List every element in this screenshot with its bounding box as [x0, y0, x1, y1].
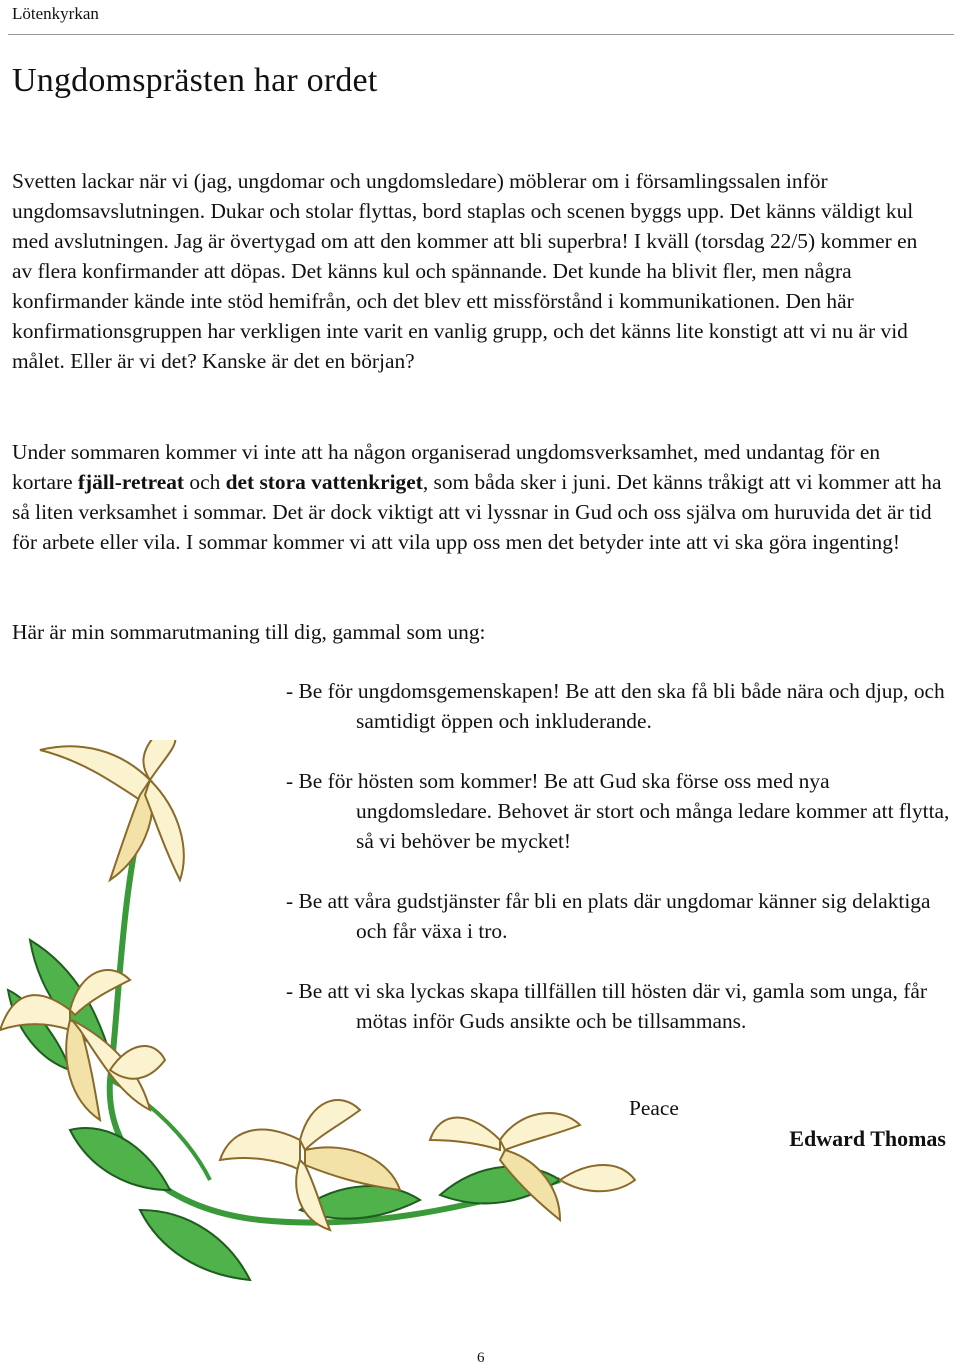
exhortation-item: - Be för ungdomsgemenskapen! Be att den ska få bli både nära och djup, och samtidigt öppen och inkluderande.: [286, 679, 945, 733]
paragraph-3: Här är min sommarutmaning till dig, gammal som ung:: [12, 620, 486, 644]
paragraph-2-text-e: , som båda sker i juni. Det känns tråkigt att vi kommer att ha så liten verksamhet i sommar. Det är dock viktigt att vi lyssnar in Gud och oss själva om huruvida det är tid för arbete eller vila. I sommar kommer vi att vila upp oss men det betyder inte att vi ska göra ingenting!: [12, 470, 942, 554]
page-number: 6: [477, 1350, 485, 1366]
vattenkriget-term: det stora vattenkriget: [225, 470, 423, 494]
page-title: Ungdomsprästen har ordet: [12, 62, 378, 99]
signature-greeting: Peace: [629, 1096, 679, 1120]
paragraph-1: Svetten lackar när vi (jag, ungdomar och ungdomsledare) möblerar om i församlingssalen inför ungdomsavslutningen. Dukar och stolar flyttas, bord staplas och scenen byggs upp. Det känns väldigt kul med avslutningen. Jag är övertygad om att den kommer att bli superbra! I kväll (torsdag 22/5) kommer en av flera konfirmander att döpas. Det känns kul och spännande. Det kunde ha blivit fler, men några konfirmander kände inte stöd hemifrån, och det blev ett missförstånd i kommunikationen. Den här konfirmationsgruppen har verkligen inte varit en vanlig grupp, och det känns lite konstigt att vi nu är vid målet. Eller är vi det? Kanske är det en början?: [12, 169, 918, 373]
exhortation-item: - Be att vi ska lyckas skapa tillfällen till hösten där vi, gamla som unga, får mötas inför Guds ansikte och be tillsammans.: [286, 979, 927, 1033]
exhortation-list: [286, 676, 958, 1066]
running-header: Lötenkyrkan: [12, 4, 99, 23]
paragraph-2-text-c: och: [184, 470, 226, 494]
header-divider: [8, 34, 954, 35]
paragraph-2: [12, 437, 942, 557]
exhortation-item: - Be att våra gudstjänster får bli en plats där ungdomar känner sig delaktiga och får växa i tro.: [286, 889, 931, 943]
paragraph-2-text-a: Under sommaren kommer vi inte att ha någon organiserad ungdomsverksamhet, med undantag för en kortare: [12, 440, 881, 494]
exhortation-item: - Be för hösten som kommer! Be att Gud ska förse oss med nya ungdomsledare. Behovet är stort och många ledare kommer att flytta, så vi behöver be mycket!: [286, 769, 950, 853]
signature-name: Edward Thomas: [789, 1126, 946, 1151]
fjall-retreat-term: fjäll-retreat: [77, 470, 185, 494]
